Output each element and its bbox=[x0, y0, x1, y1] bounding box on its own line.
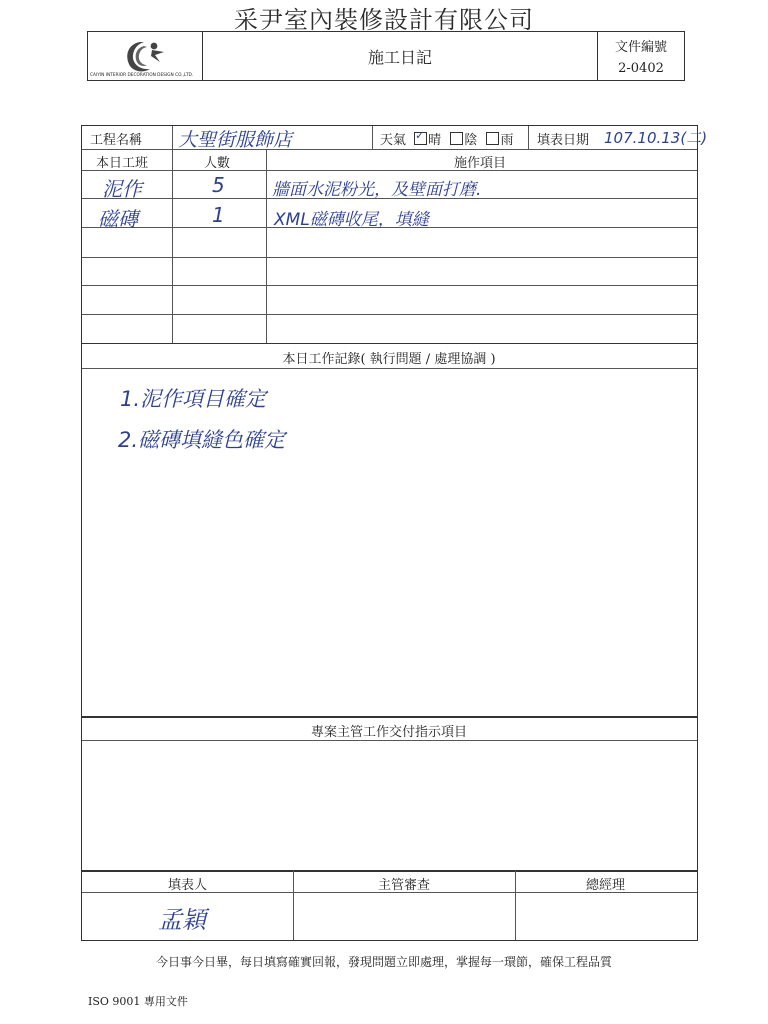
weather-rain-checkbox[interactable] bbox=[486, 132, 499, 145]
weather-label: 天氣 bbox=[380, 133, 407, 148]
manager-instructions-title: 專案主管工作交付指示項目 bbox=[310, 725, 467, 740]
construction-diary-form bbox=[81, 125, 708, 941]
filler-signature: 孟穎 bbox=[158, 906, 206, 934]
weather-rain-label: 雨 bbox=[500, 133, 514, 148]
crew-header: 本日工班 bbox=[96, 156, 149, 171]
work-record-title: 本日工作記錄( 執行問題 / 處理協調 ) bbox=[282, 352, 496, 367]
crew-row-1-count: 5 bbox=[212, 173, 225, 197]
logo-caption: CAIYIN INTERIOR DECORATION DESIGN CO.,LTD. bbox=[90, 73, 194, 78]
document-number-label: 文件編號 bbox=[614, 40, 667, 55]
document-header bbox=[87, 31, 685, 81]
company-logo bbox=[88, 32, 203, 80]
filler-label: 填表人 bbox=[167, 878, 207, 893]
document-title: 施工日記 bbox=[367, 47, 432, 67]
work-record-entry-1: 1.泥作項目確定 bbox=[120, 387, 267, 411]
logo-swirl-icon bbox=[118, 36, 170, 76]
general-manager-label: 總經理 bbox=[585, 878, 625, 893]
weather-cloudy-checkbox[interactable] bbox=[450, 132, 463, 145]
headcount-header: 人數 bbox=[204, 156, 231, 171]
weather-sunny-checkbox[interactable] bbox=[414, 132, 427, 145]
weather-field bbox=[380, 129, 513, 148]
document-number-box bbox=[597, 32, 684, 80]
crew-row-2-trade: 磁磚 bbox=[98, 207, 138, 231]
fill-date-value: 107.10.13(二) bbox=[604, 129, 708, 147]
work-record-entry-2: 2.磁磚填縫色確定 bbox=[118, 428, 286, 452]
crew-row-2-count: 1 bbox=[212, 203, 225, 227]
project-name-value: 大聖街服飾店 bbox=[178, 129, 293, 151]
iso-note: ISO 9001 專用文件 bbox=[88, 995, 188, 1008]
document-number-value: 2-0402 bbox=[618, 61, 664, 76]
supervisor-review-label: 主管審查 bbox=[377, 878, 430, 893]
weather-cloudy-label: 陰 bbox=[464, 133, 478, 148]
footer-motto: 今日事今日畢，每日填寫確實回報，發現問題立即處理，掌握每一環節，確保工程品質 bbox=[155, 955, 612, 969]
company-name: 采尹室內裝修設計有限公司 bbox=[234, 6, 534, 34]
weather-sunny-label: 晴 bbox=[428, 133, 442, 148]
crew-row-2-task: XML磁磚收尾，填縫 bbox=[274, 210, 429, 230]
project-label: 工程名稱 bbox=[90, 133, 143, 148]
work-item-header: 施作項目 bbox=[454, 156, 507, 171]
fill-date-label: 填表日期 bbox=[537, 133, 590, 148]
crew-row-1-trade: 泥作 bbox=[102, 177, 142, 201]
crew-row-1-task: 牆面水泥粉光，及壁面打磨. bbox=[272, 180, 482, 200]
